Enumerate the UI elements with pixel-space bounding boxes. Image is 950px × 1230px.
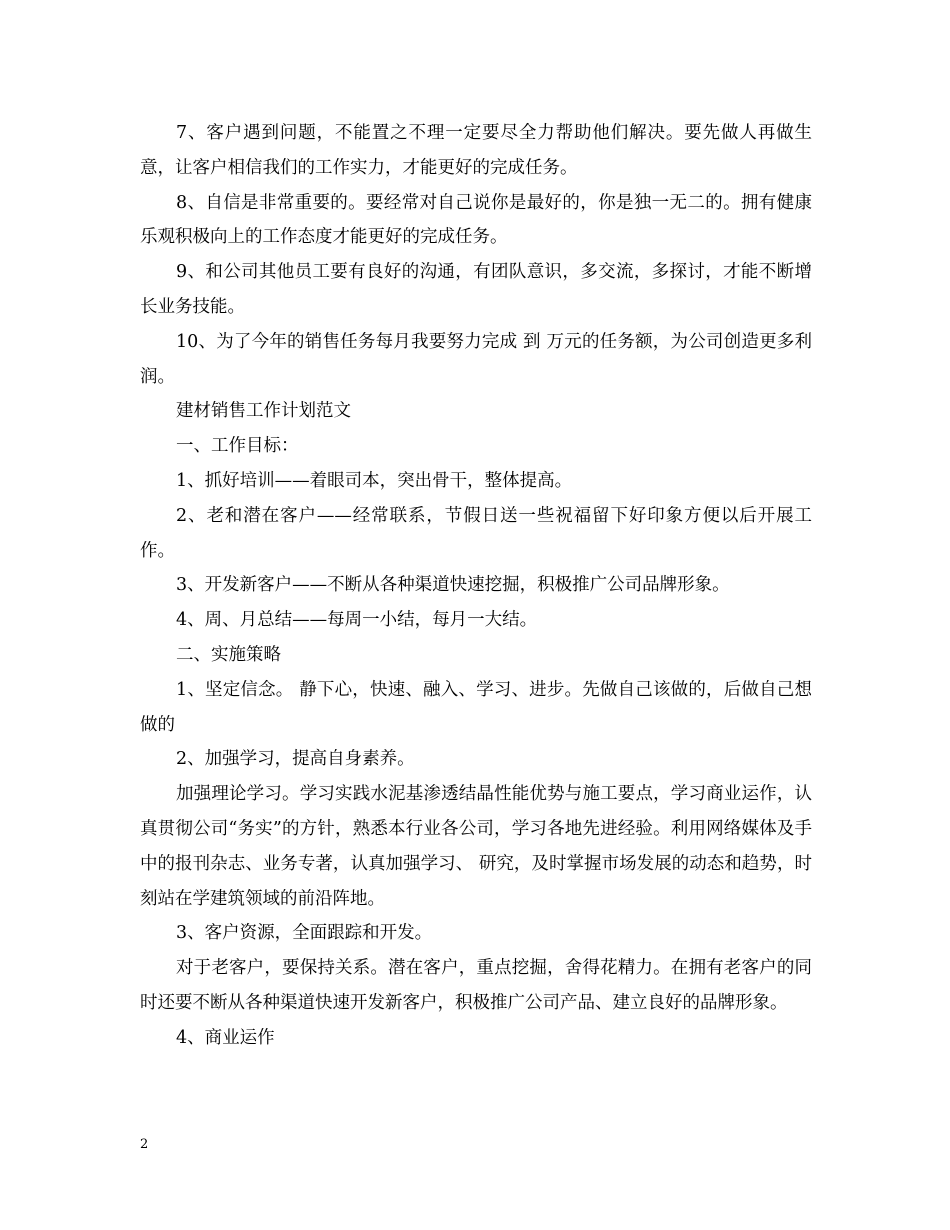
paragraph: 对于老客户，要保持关系。潜在客户，重点挖掘，舍得花精力。在拥有老客户的同时还要不断从各种渠道快速开发新客户，积极推广公司产品、建立良好的品牌形象。 bbox=[140, 958, 812, 1013]
heading-work-goals: 一、工作目标： bbox=[176, 436, 299, 457]
paragraph: 2、老和潜在客户——经常联系，节假日送一些祝福留下好印象方便以后开展工作。 bbox=[140, 505, 812, 561]
paragraph: 3、客户资源，全面跟踪和开发。 bbox=[176, 923, 433, 944]
paragraph: 加强理论学习。学习实践水泥基渗透结晶性能优势与施工要点，学习商业运作，认真贯彻公司“务实”的方针，熟悉本行业各公司，学习各地先进经验。利用网络媒体及手中的报刊杂志、业务专著，认真加强学习、 研究，及时掌握市场发展的动态和趋势，时刻站在学建筑领域的前沿阵地。 bbox=[140, 784, 812, 909]
paragraph: 1、抓好培训——着眼司本，突出骨干，整体提高。 bbox=[176, 470, 573, 491]
paragraph: 9、和公司其他员工要有良好的沟通，有团队意识，多交流，多探讨，才能不断增长业务技能。 bbox=[140, 262, 812, 317]
paragraph: 4、周、月总结——每周一小结，每月一大结。 bbox=[176, 610, 538, 631]
paragraph: 8、自信是非常重要的。要经常对自己说你是最好的，你是独一无二的。拥有健康乐观积极向上的工作态度才能更好的完成任务。 bbox=[140, 192, 812, 248]
document-body bbox=[140, 116, 812, 1056]
paragraph: 4、商业运作 bbox=[176, 1027, 275, 1048]
heading-strategy: 二、实施策略 bbox=[176, 644, 281, 665]
paragraph: 1、坚定信念。 静下心，快速、融入、学习、进步。先做自己该做的，后做自己想做的 bbox=[140, 679, 812, 735]
paragraph: 10、为了今年的销售任务每月我要努力完成 到 万元的任务额，为公司创造更多利润。 bbox=[140, 331, 812, 387]
paragraph: 3、开发新客户——不断从各种渠道快速挖掘，积极推广公司品牌形象。 bbox=[176, 575, 730, 596]
paragraph: 7、客户遇到问题，不能置之不理一定要尽全力帮助他们解决。要先做人再做生意，让客户相信我们的工作实力，才能更好的完成任务。 bbox=[140, 123, 812, 178]
page-number: 2 bbox=[140, 1137, 149, 1152]
section-title: 建材销售工作计划范文 bbox=[176, 401, 351, 422]
paragraph: 2、加强学习，提高自身素养。 bbox=[176, 749, 415, 770]
